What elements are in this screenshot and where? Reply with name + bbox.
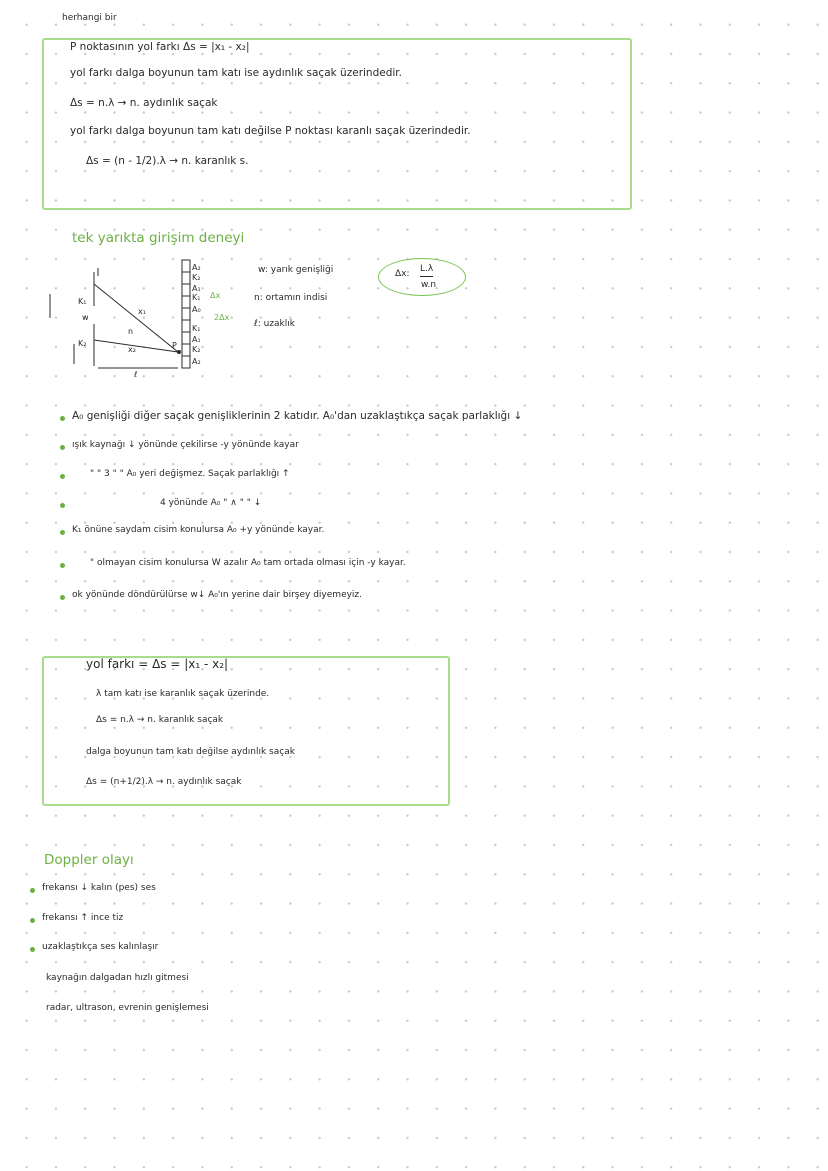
doppler-item-high-freq: frekansı ↑ ince tiz bbox=[42, 913, 124, 923]
doppler-item-low-freq: frekansı ↓ kalın (pes) ses bbox=[42, 883, 156, 893]
point-p bbox=[177, 350, 181, 354]
slit-width-label: w bbox=[82, 313, 89, 322]
box1-line2: yol farkı dalga boyunun tam katı ise aydınlık saçak üzerindedir. bbox=[70, 67, 402, 79]
fringe-label: A₂ bbox=[192, 263, 201, 272]
formula-denominator: w.n bbox=[421, 280, 437, 290]
path-x1-label: x₁ bbox=[138, 307, 146, 316]
note-rotation: ok yönünde döndürülürse w↓ A₀'ın yerine dair birşey diyemeyiz. bbox=[72, 590, 363, 600]
fringe-label: K₂ bbox=[192, 345, 201, 354]
bullet-dot bbox=[60, 563, 65, 568]
box1-line5: Δs = (n - 1/2).λ → n. karanlık s. bbox=[86, 155, 249, 167]
bullet-dot bbox=[60, 416, 65, 421]
point-p-label: P bbox=[172, 341, 177, 350]
fringe-label: A₂ bbox=[192, 357, 201, 366]
bullet-dot bbox=[30, 918, 35, 923]
box2-line2: λ tam katı ise karanlık saçak üzerinde. bbox=[96, 689, 270, 699]
box2-line3: Δs = n.λ → n. karanlık saçak bbox=[96, 715, 224, 725]
doppler-title: Doppler olayı bbox=[44, 852, 134, 868]
slit-k2-label: K₂ bbox=[78, 339, 87, 348]
heading-note: herhangi bir bbox=[62, 13, 117, 23]
formula-lhs: Δx: bbox=[395, 269, 410, 279]
single-slit-title: tek yarıkta girişim deneyi bbox=[72, 230, 245, 246]
bullet-dot bbox=[60, 530, 65, 535]
note-transparent-object: K₁ önüne saydam cisim konulursa A₀ +y yönünde kayar. bbox=[72, 525, 325, 535]
box1-line1: P noktasının yol farkı Δs = |x₁ - x₂| bbox=[70, 41, 250, 53]
doppler-item-faster-source: kaynağın dalgadan hızlı gitmesi bbox=[46, 973, 189, 983]
dx-label: Δx bbox=[210, 291, 221, 300]
fringe-label: K₂ bbox=[192, 273, 201, 282]
single-slit-diagram bbox=[28, 248, 258, 378]
screen bbox=[182, 260, 190, 368]
distance-label: ℓ bbox=[134, 370, 138, 378]
note-source-move-4: 4 yönünde A₀ " ∧ " " ↓ bbox=[160, 498, 262, 508]
box1-line3: Δs = n.λ → n. aydınlık saçak bbox=[70, 97, 218, 109]
box1-line4: yol farkı dalga boyunun tam katı değilse P noktası karanlı saçak üzerindedir. bbox=[70, 125, 471, 137]
fringe-label: A₁ bbox=[192, 284, 201, 293]
two-dx-label: 2Δx bbox=[214, 313, 230, 322]
fringe-label: A₀ bbox=[192, 305, 201, 314]
note-source-move-3: " " 3 " " A₀ yeri değişmez. Saçak parlaklığı ↑ bbox=[90, 469, 290, 479]
legend-l: ℓ: uzaklık bbox=[254, 319, 295, 329]
slit-k1-label: K₁ bbox=[78, 297, 87, 306]
bullet-dot bbox=[60, 595, 65, 600]
bullet-dot bbox=[60, 474, 65, 479]
fringe-label: K₁ bbox=[192, 293, 201, 302]
bullet-dot bbox=[60, 445, 65, 450]
path-difference-box-1 bbox=[42, 38, 632, 210]
legend-n: n: ortamın indisi bbox=[254, 293, 328, 303]
medium-index-label: n bbox=[128, 327, 134, 336]
fringe-label: A₁ bbox=[192, 335, 201, 344]
legend-w: w: yarık genişliği bbox=[258, 265, 334, 275]
note-source-move-1: ışık kaynağı ↓ yönünde çekilirse -y yönünde kayar bbox=[72, 440, 299, 450]
doppler-item-moving-away: uzaklaştıkça ses kalınlaşır bbox=[42, 942, 159, 952]
bullet-dot bbox=[30, 888, 35, 893]
box2-line1: yol farkı = Δs = |x₁ - x₂| bbox=[86, 657, 229, 671]
doppler-item-applications: radar, ultrason, evrenin genişlemesi bbox=[46, 1003, 209, 1013]
note-central-fringe: A₀ genişliği diğer saçak genişliklerinin 2 katıdır. A₀'dan uzaklaştıkça saçak parlaklığı ↓ bbox=[72, 410, 523, 422]
box2-line5: Δs = (n+1/2).λ → n. aydınlık saçak bbox=[86, 777, 242, 787]
formula-numerator: L.λ bbox=[420, 265, 433, 277]
path-x2-label: x₂ bbox=[128, 345, 136, 354]
bullet-dot bbox=[60, 503, 65, 508]
note-opaque-object: " olmayan cisim konulursa W azalır A₀ tam ortada olması için -y kayar. bbox=[90, 558, 406, 568]
bullet-dot bbox=[30, 947, 35, 952]
fringe-label: K₁ bbox=[192, 324, 201, 333]
box2-line4: dalga boyunun tam katı değilse aydınlık saçak bbox=[86, 747, 295, 757]
